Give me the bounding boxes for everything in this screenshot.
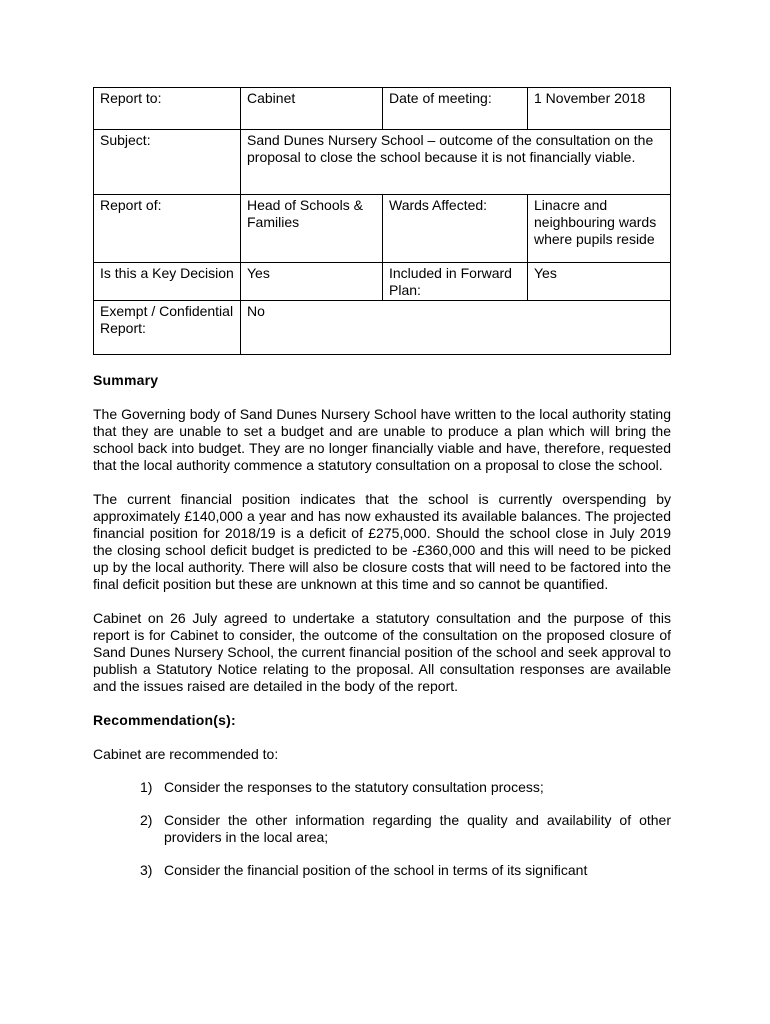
key-decision-label: Is this a Key Decision: [94, 263, 241, 301]
header-row-report-to: [94, 88, 671, 130]
summary-paragraph-3: Cabinet on 26 July agreed to undertake a statutory consultation and the purpose of this report is for Cabinet to consider, the outcome of the consultation on the proposed closure of Sand Dunes Nursery School, the current financial position of the school and seek approval to publish a Statutory Notice relating to the proposal. All consultation responses are available and the issues raised are detailed in the body of the report.: [93, 610, 671, 694]
date-of-meeting-label: Date of meeting:: [383, 88, 528, 130]
date-of-meeting-value: 1 November 2018: [528, 88, 671, 130]
wards-affected-label: Wards Affected:: [383, 195, 528, 263]
report-header-table: [93, 87, 671, 355]
recommendation-text: Consider the responses to the statutory consultation process;: [164, 779, 544, 795]
report-to-label: Report to:: [94, 88, 241, 130]
header-row-key-decision: [94, 263, 671, 301]
exempt-label: Exempt / Confidential Report:: [94, 301, 241, 355]
key-decision-value: Yes: [241, 263, 383, 301]
recommendations-intro: Cabinet are recommended to:: [93, 746, 279, 762]
header-row-exempt: [94, 301, 671, 355]
wards-affected-value: Linacre and neighbouring wards where pupils reside: [528, 195, 671, 263]
summary-paragraph-2: The current financial position indicates that the school is currently overspending by approximately £140,000 a year and has now exhausted its available balances. The projected financial position for 2018/19 is a deficit of £275,000. Should the school close in July 2019 the closing school deficit budget is predicted to be -£360,000 and this will need to be picked up by the local authority. There will also be closure costs that will need to be factored into the final deficit position but these are unknown at this time and so cannot be quantified.: [93, 491, 671, 592]
summary-paragraph-1: The Governing body of Sand Dunes Nursery School have written to the local authority stating that they are unable to set a budget and are unable to produce a plan which will bring the school back into budget. They are no longer financially viable and have, therefore, requested that the local authority commence a statutory consultation on a proposal to close the school.: [93, 406, 671, 473]
report-of-value: Head of Schools & Families: [241, 195, 383, 263]
header-row-report-of: [94, 195, 671, 263]
recommendation-number: 1): [140, 779, 153, 795]
header-row-subject: [94, 130, 671, 195]
forward-plan-value: Yes: [528, 263, 671, 301]
recommendation-item: [93, 779, 671, 796]
report-of-label: Report of:: [94, 195, 241, 263]
subject-label: Subject:: [94, 130, 241, 195]
recommendations-heading: Recommendation(s):: [93, 712, 236, 728]
recommendation-item: [93, 862, 671, 879]
recommendation-number: 2): [140, 812, 153, 828]
report-body: [93, 372, 671, 895]
recommendation-text: Consider the other information regarding the quality and availability of other providers in the local area;: [164, 812, 671, 845]
summary-heading: Summary: [93, 372, 159, 388]
recommendation-text: Consider the financial position of the school in terms of its significant: [164, 862, 588, 878]
report-to-value: Cabinet: [241, 88, 383, 130]
subject-value: Sand Dunes Nursery School – outcome of the consultation on the proposal to close the school because it is not financially viable.: [241, 130, 671, 195]
recommendation-item: [93, 812, 671, 846]
recommendations-list: [93, 779, 671, 879]
recommendation-number: 3): [140, 862, 153, 878]
exempt-value: No: [241, 301, 383, 355]
forward-plan-label: Included in Forward Plan:: [383, 263, 528, 301]
exempt-empty-cell: [383, 301, 671, 355]
